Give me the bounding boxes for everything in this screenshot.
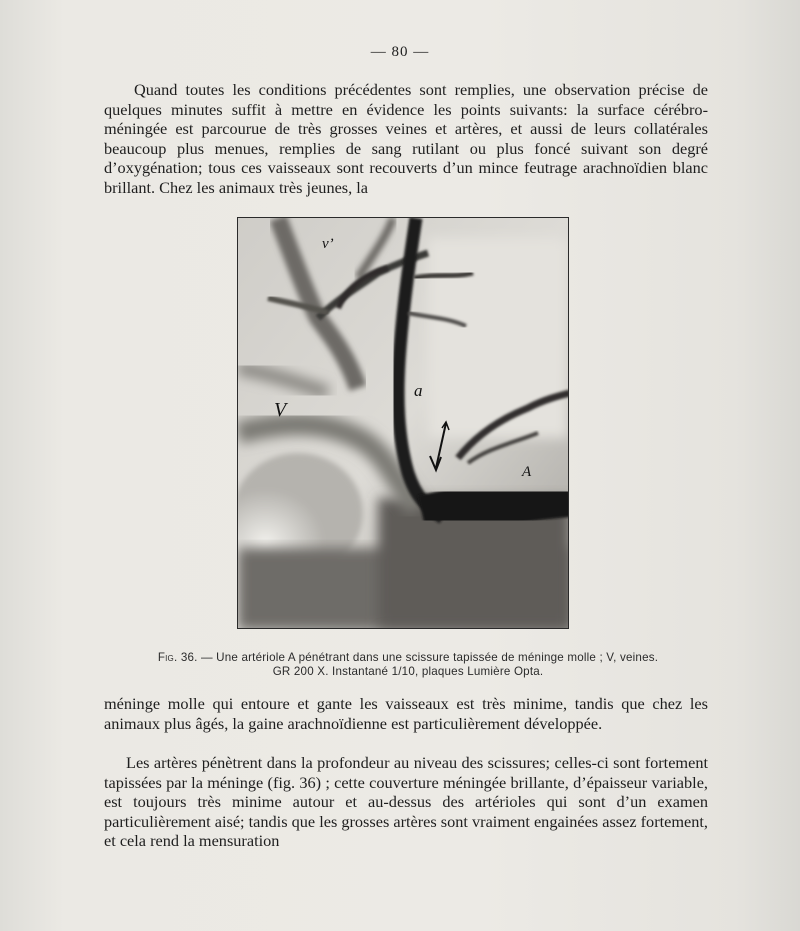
micrograph-image	[238, 218, 569, 629]
label-a: a	[414, 381, 423, 400]
figure-caption-line1	[118, 651, 698, 665]
paragraph-meninge: méninge molle qui entoure et gante les vaisseaux est très minime, tandis que chez les animaux plus âgés, la gaine arachnoïdienne est particulièrement développée.	[104, 694, 708, 733]
figure-photograph	[237, 217, 569, 629]
figure-number: Fig. 36.	[157, 651, 198, 664]
page-number: — 80 —	[370, 44, 430, 60]
label-V: V	[274, 399, 287, 421]
figure-caption-line2: GR 200 X. Instantané 1/10, plaques Lumière Opta.	[272, 665, 544, 678]
paragraph-arteres: Les artères pénètrent dans la profondeur au niveau des scissures; celles-ci sont fortement tapissées par la méninge (fig. 36) ; cette couverture méningée brillante, d’épaisseur variable, est toujours très minime autour et au-dessus des artérioles qui sont d’un examen particulièrement aisé; tandis que les grosses artères sont vraiment engainées assez fortement, et cela rend la mensuration	[104, 753, 708, 851]
label-v-prime: v’	[322, 236, 334, 252]
caption-text: — Une artériole A pénétrant dans une scissure tapissée de méninge molle ; V, veines.	[197, 651, 659, 664]
paragraph-intro: Quand toutes les conditions précédentes sont remplies, une observation précise de quelques minutes suffit à mettre en évidence les points suivants: la surface cérébro-méningée est parcourue de très grosses veines et artères, et aussi de leurs collatérales beaucoup plus menues, remplies de sang rutilant ou plus foncé suivant son degré d’oxygénation; tous ces vaisseaux sont recouverts d’un mince feutrage arachnoïdien blanc brillant. Chez les animaux très jeunes, la	[104, 80, 708, 197]
label-A: A	[522, 464, 532, 480]
